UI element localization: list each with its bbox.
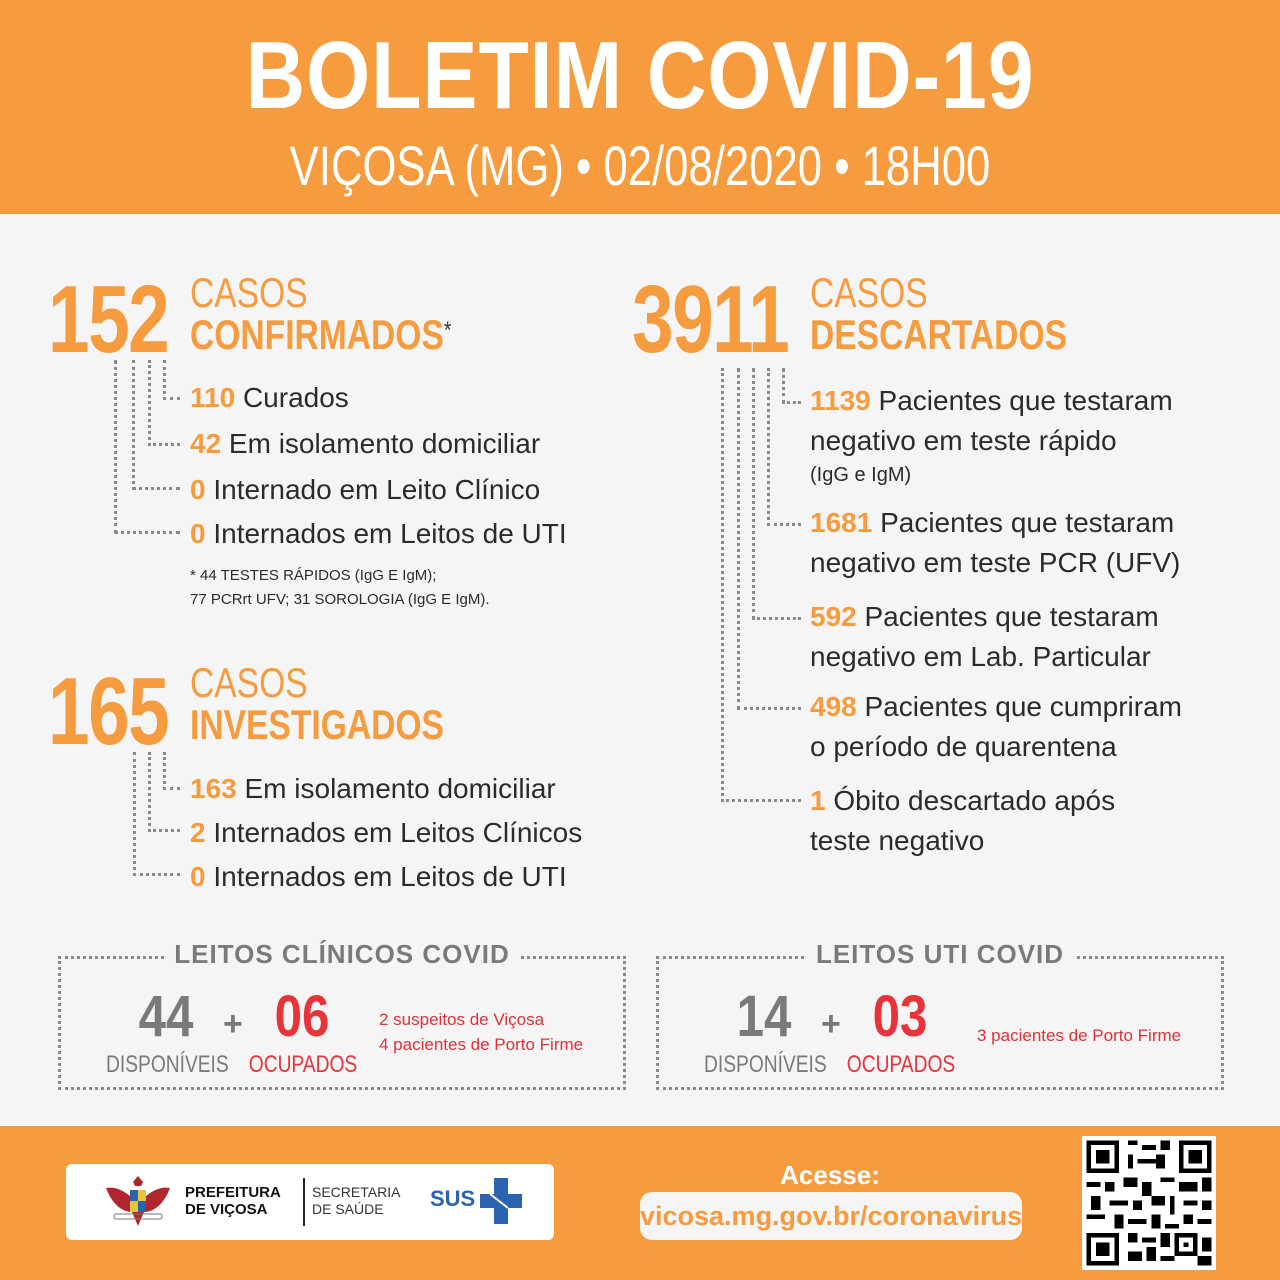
clinical-occupied-notes: 2 suspeitos de Viçosa 4 pacientes de Porto Firme	[379, 1010, 584, 1054]
discarded-item: 592 Pacientes que testaram negativo em Lab. Particular	[810, 601, 1159, 672]
confirmed-item: 0 Internados em Leitos de UTI	[190, 518, 567, 549]
prefeitura-logo-text: PREFEITURA DE VIÇOSA	[185, 1184, 281, 1218]
sus-cross-icon	[480, 1178, 522, 1224]
sus-logo-text: SUS	[430, 1186, 476, 1211]
plus-sign: +	[223, 1005, 243, 1043]
discarded-item: 1139 Pacientes que testaram negativo em teste rápido (IgG e IgM)	[810, 385, 1173, 486]
tests-footnote: * 44 TESTES RÁPIDOS (IgG E IgM); 77 PCRrt UFV; 31 SOROLOGIA (IgG E IgM).	[190, 567, 490, 608]
tree-connector	[163, 360, 180, 400]
clinical-available-label: DISPONÍVEIS	[106, 1051, 229, 1078]
logo-divider	[303, 1178, 305, 1226]
eagle-crest-icon	[102, 1172, 174, 1234]
discarded-item: 1681 Pacientes que testaram negativo em teste PCR (UFV)	[810, 507, 1181, 578]
qr-code-icon[interactable]	[1082, 1136, 1216, 1270]
secretaria-logo-text: SECRETARIA DE SAÚDE	[312, 1184, 401, 1217]
confirmed-item: 42 Em isolamento domiciliar	[190, 428, 541, 459]
clinical-beds-panel	[58, 939, 626, 1090]
plus-sign: +	[821, 1005, 841, 1043]
footer-banner	[0, 1126, 1280, 1280]
tree-connector	[782, 368, 801, 404]
website-link[interactable]: vicosa.mg.gov.br/coronavirus	[640, 1192, 1022, 1240]
icu-beds-title: LEITOS UTI COVID	[806, 939, 1074, 970]
investigated-item: 163 Em isolamento domiciliar	[190, 773, 556, 804]
discarded-label: CASOS DESCARTADOS	[810, 269, 1067, 358]
discarded-item: 498 Pacientes que cumpriram o período de quarentena	[810, 691, 1182, 762]
clinical-beds-title: LEITOS CLÍNICOS COVID	[164, 939, 519, 970]
confirmed-item: 110 Curados	[190, 382, 349, 413]
investigated-label: CASOS INVESTIGADOS	[190, 659, 444, 748]
investigated-item: 0 Internados em Leitos de UTI	[190, 861, 567, 892]
icu-occupied-count: 03	[872, 984, 928, 1049]
discarded-total: 3911	[632, 266, 789, 373]
tree-connector	[163, 752, 180, 790]
icu-available-label: DISPONÍVEIS	[704, 1051, 827, 1078]
clinical-occupied-label: OCUPADOS	[248, 1051, 358, 1078]
investigated-item: 2 Internados em Leitos Clínicos	[190, 817, 583, 848]
page-title: BOLETIM COVID-19	[245, 22, 1035, 129]
confirmed-label: CASOS CONFIRMADOS*	[190, 269, 452, 358]
header-banner	[0, 0, 1280, 214]
clinical-occupied-count: 06	[274, 984, 330, 1049]
confirmed-item: 0 Internado em Leito Clínico	[190, 474, 541, 505]
icu-beds-panel	[656, 939, 1224, 1090]
logo-card	[66, 1164, 554, 1240]
confirmed-total: 152	[48, 266, 169, 373]
icu-occupied-label: OCUPADOS	[846, 1051, 956, 1078]
clinical-available-count: 44	[138, 984, 194, 1049]
icu-occupied-notes: 3 pacientes de Porto Firme	[977, 1026, 1182, 1045]
icu-available-count: 14	[736, 984, 792, 1049]
investigated-total: 165	[48, 658, 169, 765]
discarded-item: 1 Óbito descartado após teste negativo	[810, 785, 1116, 856]
page-subtitle: VIÇOSA (MG) • 02/08/2020 • 18H00	[289, 134, 991, 197]
access-label: Acesse:	[780, 1160, 880, 1190]
